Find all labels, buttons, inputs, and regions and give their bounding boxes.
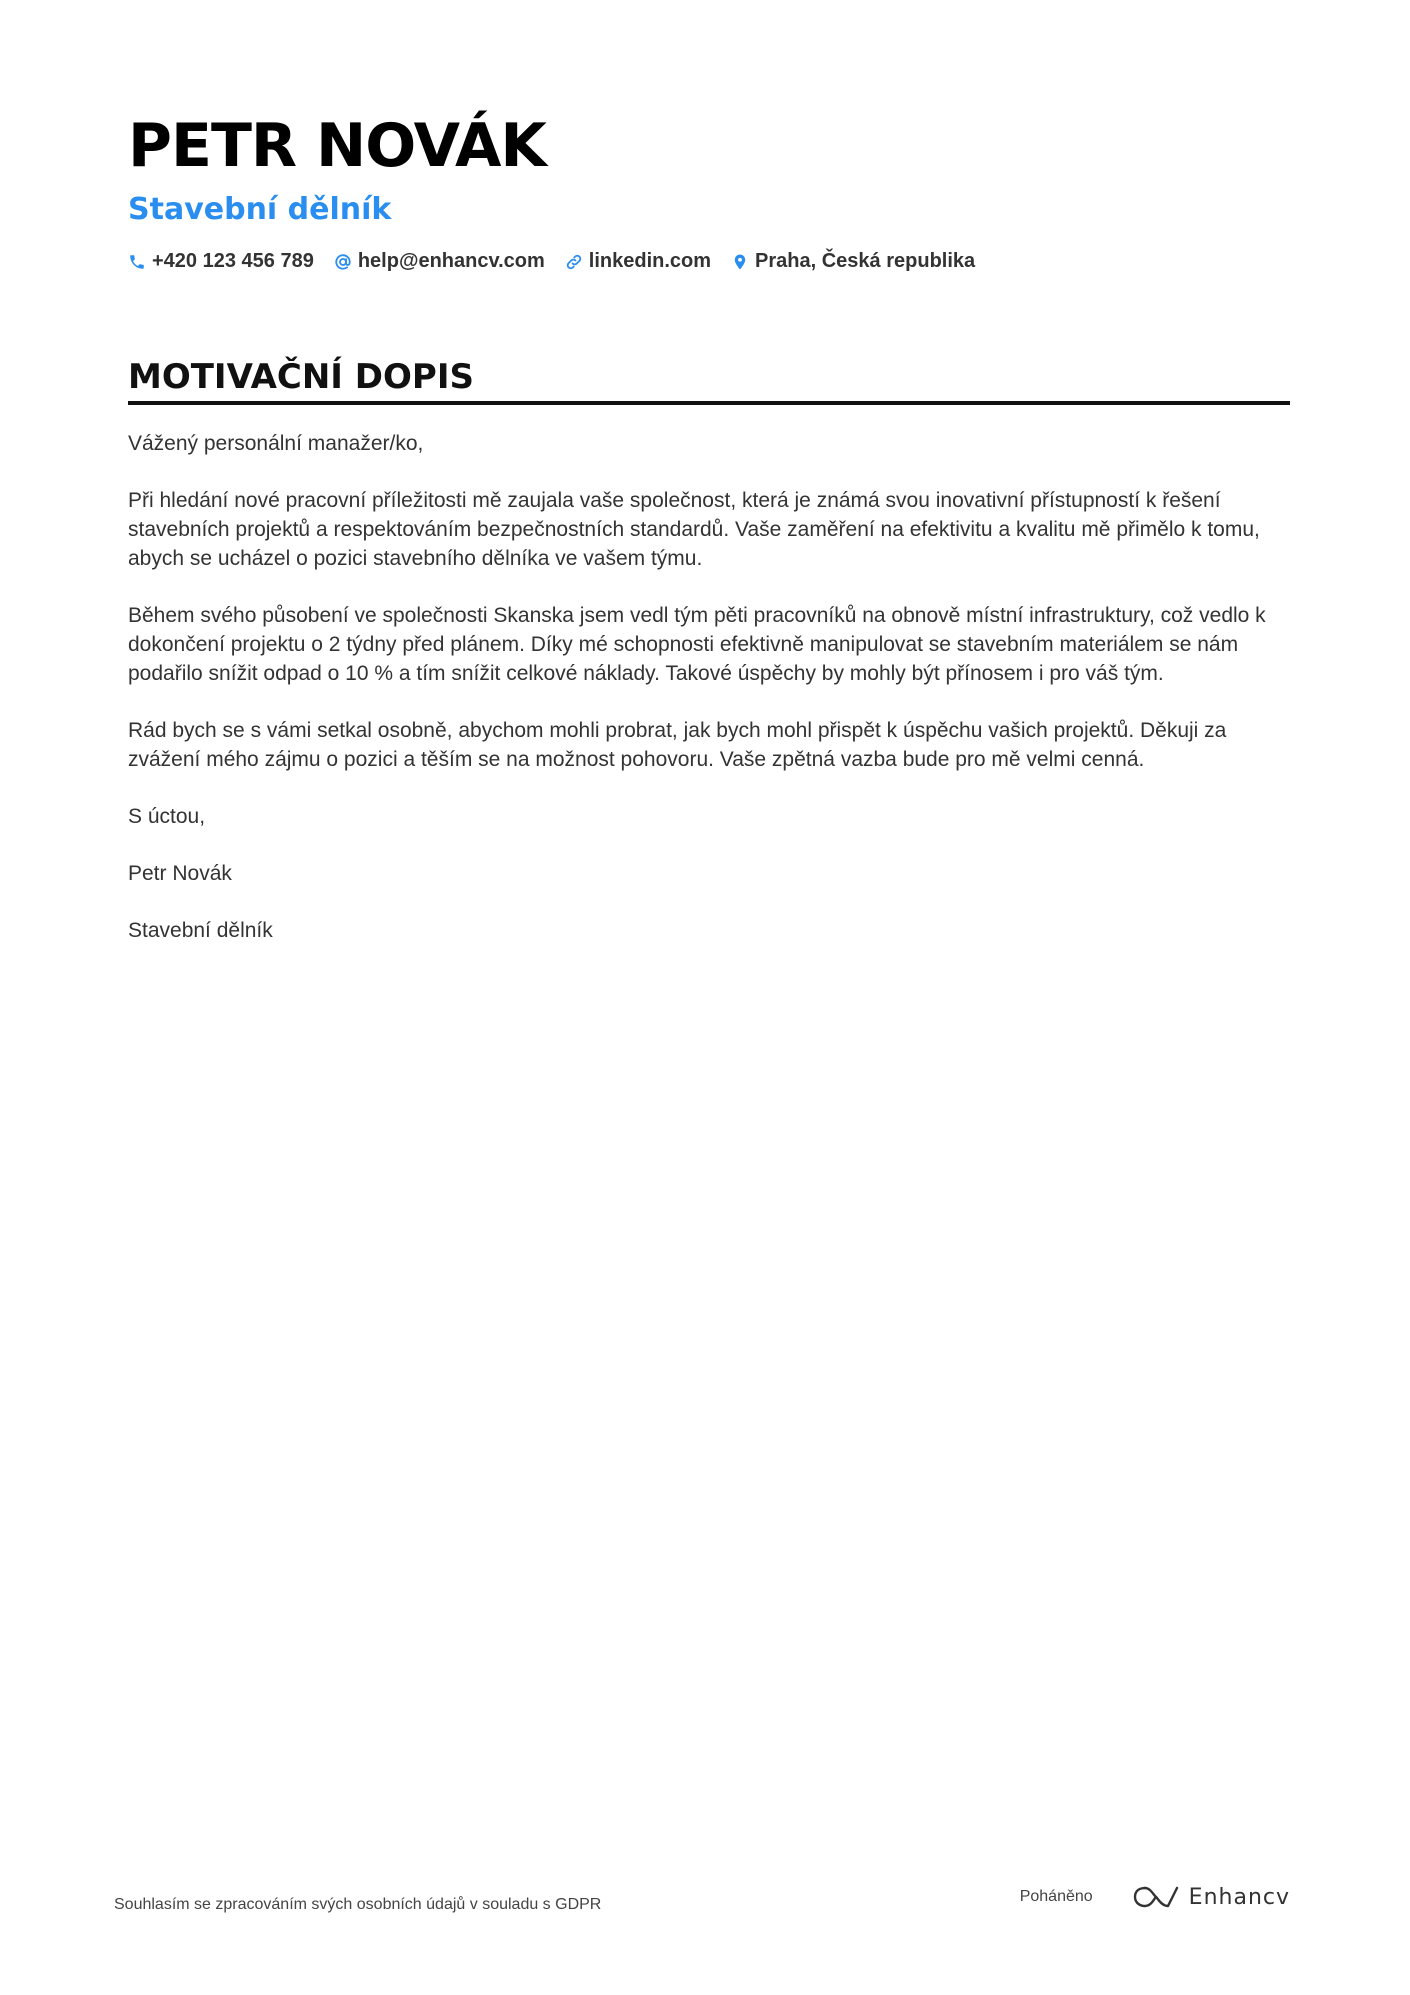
contact-phone[interactable] (128, 250, 314, 273)
contact-email[interactable] (334, 250, 545, 273)
brand-name: Enhancv (1188, 1884, 1290, 1910)
letter-paragraph: Rád bych se s vámi setkal osobně, abychom mohli probrat, jak bych mohl přispět k úspěchu vašich projektů. Děkuji za zvážení mého zájmu o pozici a těším se na možnost pohovoru. Vaše zpětná vazba bude pro mě velmi cenná. (128, 719, 1227, 771)
letter-greeting: Vážený personální manažer/ko, (128, 432, 424, 455)
letter-body (128, 429, 1290, 945)
contact-bar (128, 250, 1290, 273)
letter-paragraph: Během svého působení ve společnosti Skanska jsem vedl tým pěti pracovníků na obnově místní infrastruktury, což vedlo k dokončení projektu o 2 týdny před plánem. Díky mé schopnosti efektivně manipulovat se stavebním materiálem se nám podařilo snížit odpad o 10 % a tím snížit celkové náklady. Takové úspěchy by mohly být přínosem i pro váš tým. (128, 604, 1266, 685)
cover-letter-page (128, 110, 1290, 973)
email-text: help@enhancv.com (357, 250, 545, 272)
contact-location (731, 250, 975, 273)
phone-icon (128, 253, 146, 271)
enhancv-brand[interactable] (1133, 1884, 1290, 1910)
letter-closing: S úctou, (128, 805, 206, 828)
signature-name: Petr Novák (128, 862, 232, 885)
gdpr-consent: Souhlasím se zpracováním svých osobních údajů v souladu s GDPR (114, 1896, 602, 1913)
link-icon (565, 253, 583, 271)
location-text: Praha, Česká republika (755, 250, 976, 272)
candidate-role: Stavební dělník (128, 192, 392, 227)
signature-role: Stavební dělník (128, 919, 273, 942)
powered-by[interactable] (1020, 1884, 1290, 1910)
location-pin-icon (731, 253, 749, 271)
enhancv-logo-icon (1133, 1884, 1179, 1910)
letter-paragraph: Při hledání nové pracovní příležitosti mě zaujala vaše společnost, která je známá svou inovativní přístupností k řešení stavebních projektů a respektováním bezpečnostních standardů. Vaše zaměření na efektivitu a kvalitu mě přimělo k tomu, abych se ucházel o pozici stavebního dělníka ve vašem týmu. (128, 489, 1260, 570)
contact-linkedin[interactable] (565, 250, 711, 273)
section-title: MOTIVAČNÍ DOPIS (128, 357, 1290, 405)
powered-by-label: Poháněno (1019, 1888, 1093, 1905)
linkedin-text: linkedin.com (588, 250, 712, 272)
at-sign-icon (334, 253, 352, 271)
candidate-name: PETR NOVÁK (128, 111, 546, 181)
phone-text: +420 123 456 789 (152, 250, 314, 272)
